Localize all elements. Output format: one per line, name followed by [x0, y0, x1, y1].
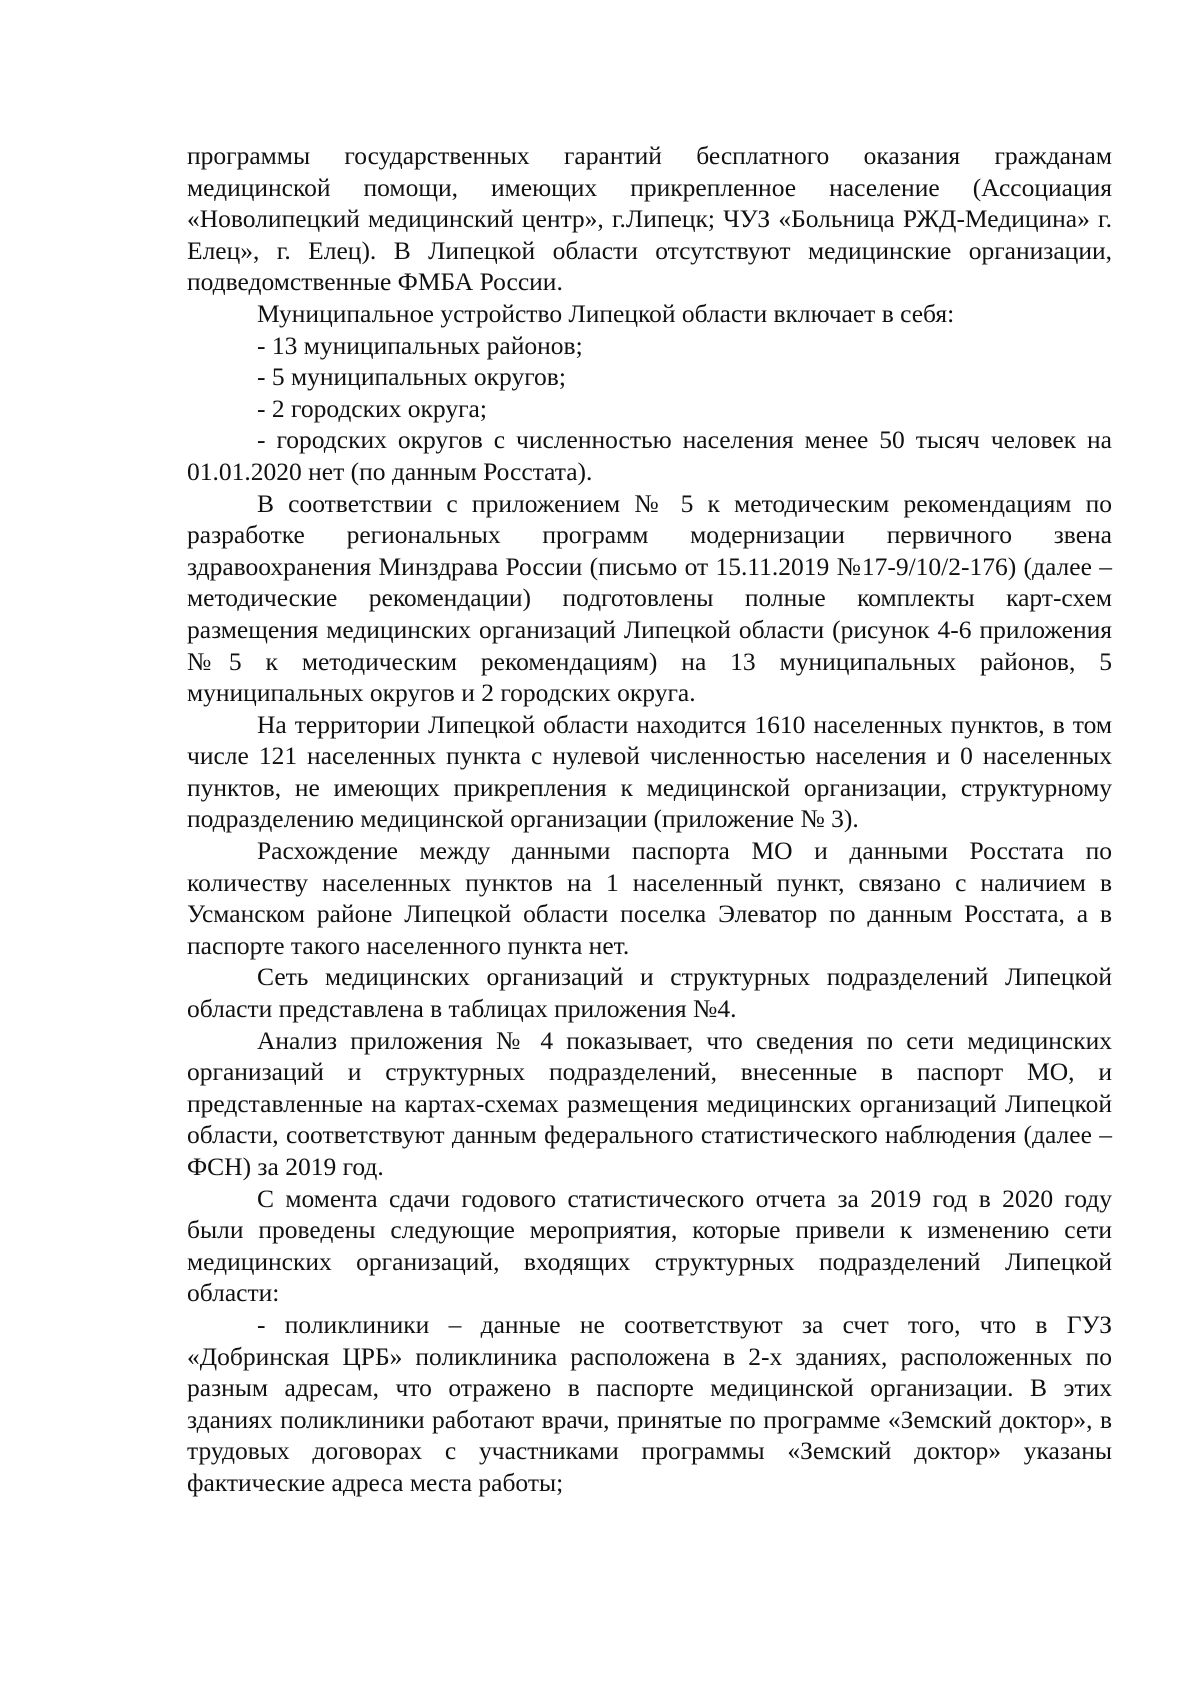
list-item-city-okrugs: - 2 городских округа; — [257, 393, 487, 423]
list-item-small-city-okrugs: - городских округов с численностью населения менее 50 тысяч человек на 01.01.2020 нет (по данным Росстата). — [187, 425, 1112, 486]
list-item-districts: - 13 муниципальных районов; — [257, 330, 583, 360]
paragraph-discrepancy: Расхождение между данными паспорта МО и данными Росстата по количеству населенных пунктов на 1 населенный пункт, связано с наличием в Усманском районе Липецкой области поселка Элеватор по данным Росстата, а в паспорте такого населенного пункта нет. — [187, 836, 1112, 960]
paragraph-settlements: На территории Липецкой области находится 1610 населенных пунктов, в том числе 121 населенных пункта с нулевой численностью населения и 0 населенных пунктов, не имеющих прикрепления к медицинской организации, структурному подразделению медицинской организации (приложение № 3). — [187, 709, 1112, 834]
paragraph-municipal-structure: Муниципальное устройство Липецкой области включает в себя: — [257, 298, 955, 328]
document-body — [187, 140, 1112, 1499]
paragraph-methodical-recommendations: В соответствии с приложением № 5 к методическим рекомендациям по разработке региональных программ модернизации первичного звена здравоохранения Минздрава России (письмо от 15.11.2019 №17-9/10/2-176) (далее – методические рекомендации) подготовлены полные комплекты карт-схем размещения медицинских организаций Липецкой области (рисунок 4-6 приложения №5 к методическим рекомендациям) на 13 муниципальных районов, 5 муниципальных округов и 2 городских округа. — [187, 488, 1112, 708]
paragraph-changes: С момента сдачи годового статистического отчета за 2019 год в 2020 году были проведены следующие мероприятия, которые привели к изменению сети медицинских организаций, входящих структурных подразделений Липецкой области: — [187, 1183, 1112, 1308]
paragraph-continuation: программы государственных гарантий бесплатного оказания гражданам медицинской помощи, имеющих прикрепленное население (Ассоциация «Новолипецкий медицинский центр», г.Липецк; ЧУЗ «Больница РЖД-Медицина» г. Елец», г. Елец). В Липецкой области отсутствуют медицинские организации, подведомственные ФМБА России. — [187, 141, 1112, 297]
paragraph-network: Сеть медицинских организаций и структурных подразделений Липецкой области представлена в таблицах приложения №4. — [187, 962, 1112, 1024]
list-item-municipal-okrugs: - 5 муниципальных округов; — [257, 362, 566, 392]
paragraph-analysis: Анализ приложения № 4 показывает, что сведения по сети медицинских организаций и структурных подразделений, внесенные в паспорт МО, и представленные на картах-схемах размещения медицинских организаций Липецкой области, соответствуют данным федерального статистического наблюдения (далее – ФСН) за 2019 год. — [187, 1025, 1112, 1181]
paragraph-polyclinics: - поликлиники – данные не соответствуют за счет того, что в ГУЗ «Добринская ЦРБ» поликлиника расположена в 2-х зданиях, расположенных по разным адресам, что отражено в паспорте медицинской организации. В этих зданиях поликлиники работают врачи, принятые по программе «Земский доктор», в трудовых договорах с участниками программы «Земский доктор» указаны фактические адреса места работы; — [187, 1309, 1112, 1497]
